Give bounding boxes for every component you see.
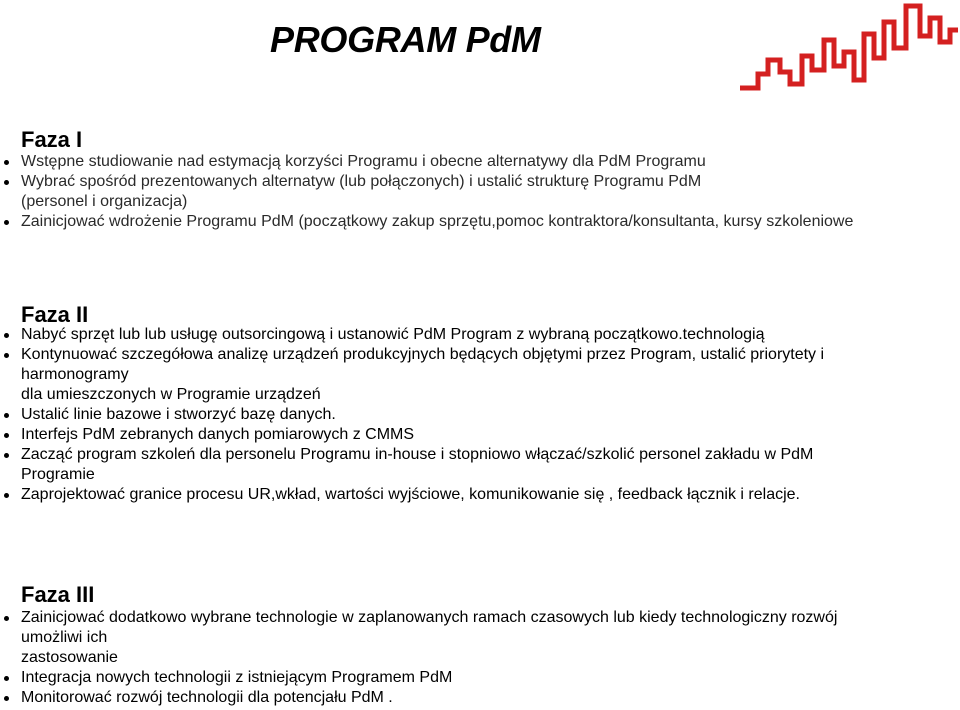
list-item-text: Kontynuować szczegółowa analizę urządzeń produkcyjnych będących objętymi przez Program, ustalić priorytety i [21,346,825,363]
list-item-text: zastosowanie [21,649,118,666]
faza1-heading: Faza I [21,127,83,152]
list-item-text: harmonogramy [21,366,129,383]
list-item-text: Interfejs PdM zebranych danych pomiarowych z CMMS [21,426,415,443]
list-item-text: (personel i organizacja) [21,193,188,210]
list-item-text: Monitorować rozwój technologii dla potencjału PdM . [21,689,393,706]
list-item-text: umożliwi ich [21,629,108,646]
list-item [0,608,958,668]
list-item-text: Wstępne studiowanie nad estymacją korzyści Programu i obecne alternatywy dla PdM Programu [21,153,706,170]
list-item-text: Integracja nowych technologii z istniejącym Programem PdM [21,669,453,686]
list-item [0,212,958,232]
list-item-text: Zainicjować wdrożenie Programu PdM (początkowy zakup sprzętu,pomoc kontraktora/konsultanta, kursy szkoleniowe [21,213,854,230]
list-item-text: Nabyć sprzęt lub lub usługę outsorcingową i ustanowić PdM Program z wybraną początkowo.technologią [21,326,765,343]
list-item [0,345,958,405]
list-item-text: Zacząć program szkoleń dla personelu Programu in-house i stopniowo włączać/szkolić personel zakładu w PdM [21,446,814,463]
page-title: PROGRAM PdM [270,19,541,60]
list-item [0,485,958,505]
list-item-text: Ustalić linie bazowe i stworzyć bazę danych. [21,406,336,423]
list-item [0,405,958,425]
list-item-text: Programie [21,466,95,483]
faza3-heading: Faza III [21,582,95,607]
list-item [0,425,958,445]
list-item [0,325,958,345]
list-item-text: Zaprojektować granice procesu UR,wkład, wartości wyjściowe, komunikowanie się , feedback łącznik i relacje. [21,486,800,503]
faza1-list [0,152,958,232]
list-item-text: dla umieszczonych w Programie urządzeń [21,386,321,403]
list-item-text: Zainicjować dodatkowo wybrane technologie w zaplanowanych ramach czasowych lub kiedy technologiczny rozwój [21,609,838,626]
faza2-heading: Faza II [21,302,89,327]
list-item-text: Wybrać spośród prezentowanych alternatyw (lub połączonych) i ustalić strukturę Programu PdM [21,173,702,190]
list-item [0,445,958,485]
waveform-signal-icon [740,0,960,95]
list-item [0,172,958,212]
list-item [0,152,958,172]
faza3-list [0,608,958,708]
list-item [0,688,958,708]
list-item [0,668,958,688]
faza2-list [0,325,958,505]
